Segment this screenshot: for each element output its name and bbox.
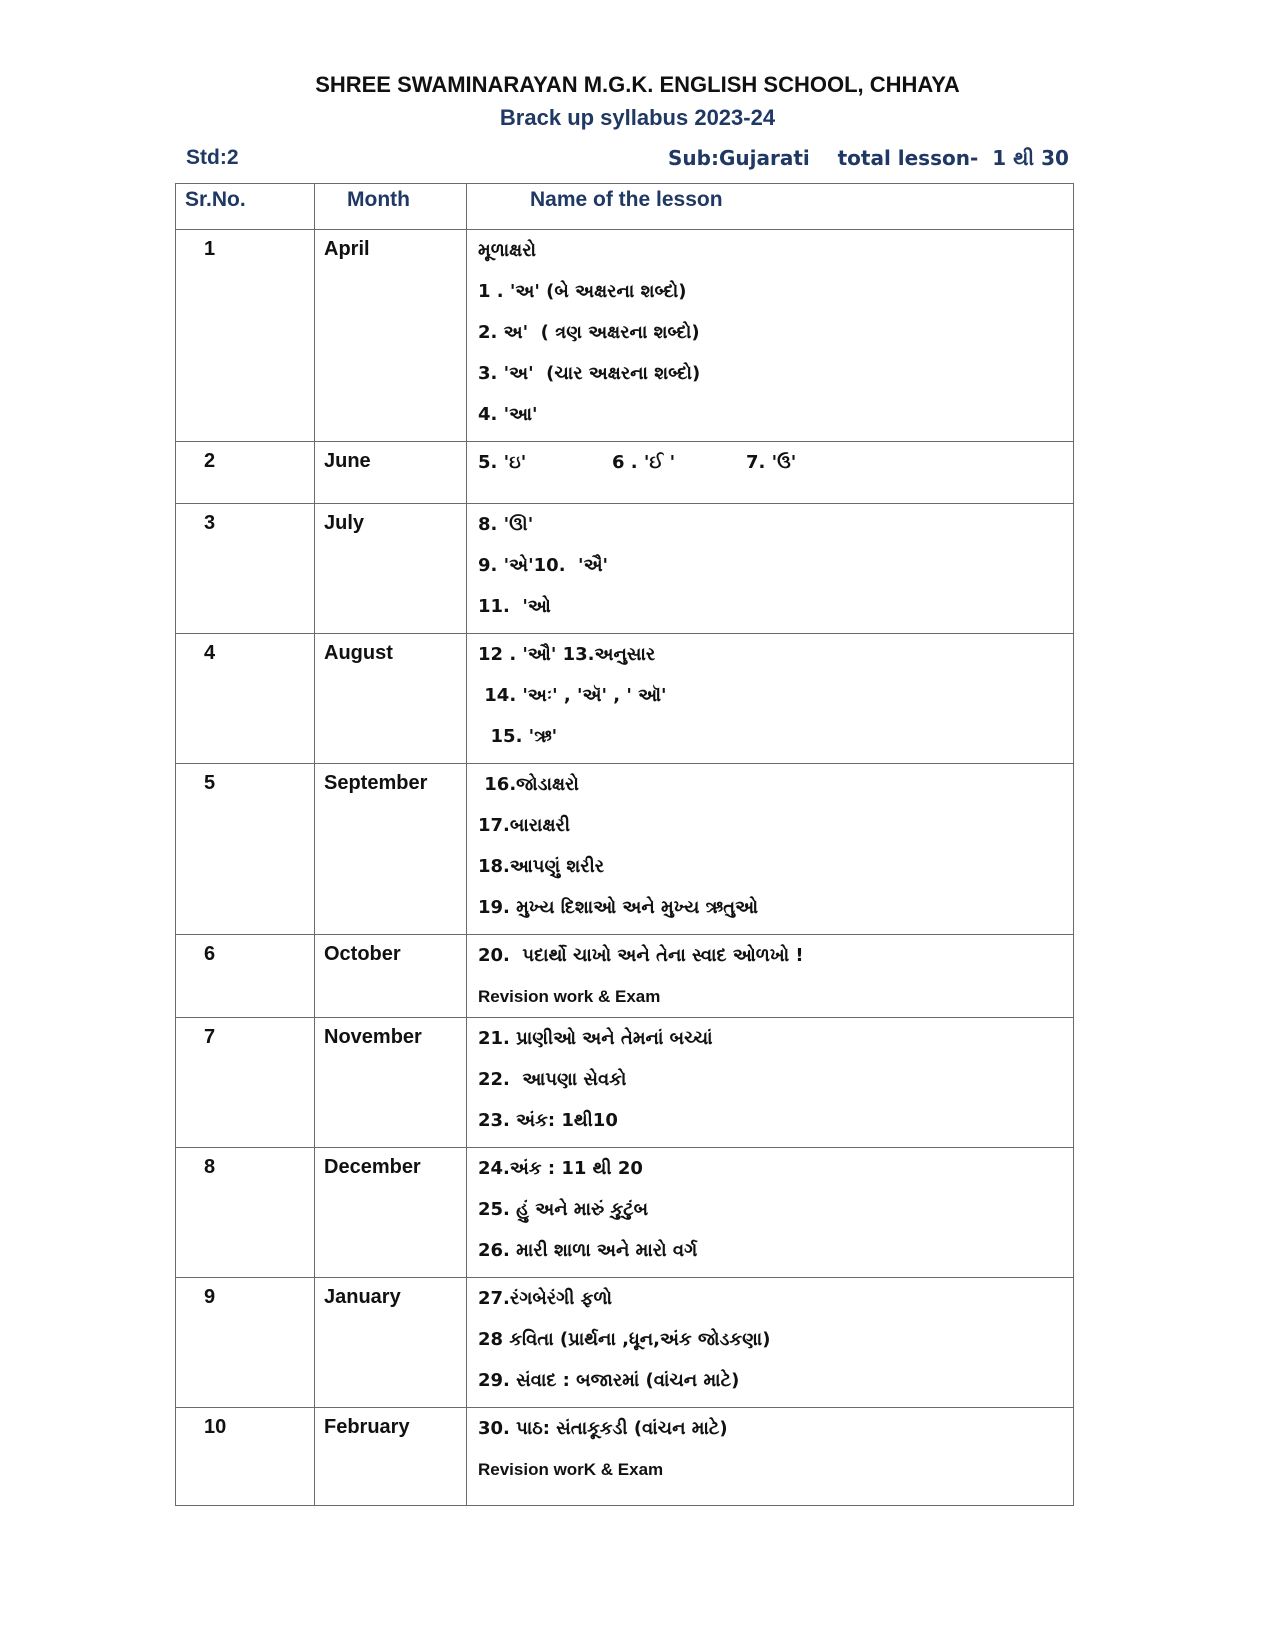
sr-no-cell: 2 bbox=[176, 442, 315, 504]
lesson-item: 22. આપણા સેવકો bbox=[478, 1069, 627, 1090]
lesson-item: 1 . 'અ' (બે અક્ષરના શબ્દો) bbox=[478, 281, 687, 302]
lesson-item: 19. મુખ્ય દિશાઓ અને મુખ્ય ઋતુઓ bbox=[478, 897, 758, 918]
lesson-item: મૂળાક્ષરો bbox=[478, 240, 537, 261]
revision-note: Revision worK & Exam bbox=[478, 1460, 664, 1479]
lesson-item: 30. પાઠ: સંતાકૂકડી (વાંચન માટે) bbox=[478, 1418, 728, 1439]
month-cell: June bbox=[315, 442, 467, 504]
lesson-item: 3. 'અ' (ચાર અક્ષરના શબ્દો) bbox=[478, 363, 701, 384]
table-row bbox=[176, 935, 1074, 1018]
lesson-item: 8. 'ઊ' bbox=[478, 514, 534, 535]
lesson-item: 11. 'ઓ bbox=[478, 596, 551, 617]
table-row bbox=[176, 504, 1074, 634]
sr-no-cell: 10 bbox=[176, 1408, 315, 1506]
lessons-cell bbox=[467, 1278, 1074, 1408]
lesson-item: 5. 'ઇ' bbox=[478, 452, 527, 473]
lesson-item: 21. પ્રાણીઓ અને તેમનાં બચ્ચાં bbox=[478, 1028, 713, 1049]
lesson-item: 9. 'એ'10. 'ઐ' bbox=[478, 555, 609, 576]
lessons-cell bbox=[467, 442, 1074, 504]
sr-no-cell: 4 bbox=[176, 634, 315, 764]
sr-no-cell: 3 bbox=[176, 504, 315, 634]
lesson-item: 6 . 'ઈ ' bbox=[612, 452, 676, 473]
table-row bbox=[176, 1148, 1074, 1278]
document-subtitle: Brack up syllabus 2023-24 bbox=[499, 105, 776, 130]
lesson-item: 2. અ' ( ત્રણ અક્ષરના શબ્દો) bbox=[478, 322, 700, 343]
month-cell: October bbox=[315, 935, 467, 1018]
month-cell: January bbox=[315, 1278, 467, 1408]
month-cell: September bbox=[315, 764, 467, 935]
lessons-cell bbox=[467, 764, 1074, 935]
table-row bbox=[176, 442, 1074, 504]
month-cell: February bbox=[315, 1408, 467, 1506]
lesson-item: 18.આપણું શરીર bbox=[478, 856, 605, 877]
lesson-item: 14. 'અઃ' , 'ઍ' , ' ઑ' bbox=[478, 685, 667, 706]
lesson-item: 28 કવિતા (પ્રાર્થના ,ધૂન,અંક જોડકણા) bbox=[478, 1329, 771, 1350]
month-cell: April bbox=[315, 230, 467, 442]
column-header-sr-no: Sr.No. bbox=[176, 184, 315, 230]
sr-no-cell: 6 bbox=[176, 935, 315, 1018]
standard-label: Std:2 bbox=[186, 146, 239, 169]
school-name: SHREE SWAMINARAYAN M.G.K. ENGLISH SCHOOL, CHHAYA bbox=[315, 72, 960, 97]
lesson-item: 4. 'આ' bbox=[478, 404, 538, 425]
lesson-item: 24.અંક : 11 થી 20 bbox=[478, 1158, 643, 1179]
month-cell: December bbox=[315, 1148, 467, 1278]
lesson-item: 17.બારાક્ષરી bbox=[478, 815, 570, 836]
lesson-item: 15. 'ઋ' bbox=[478, 726, 558, 747]
lesson-item: 29. સંવાદ : બજારમાં (વાંચન માટે) bbox=[478, 1370, 740, 1391]
lesson-item: 25. હું અને મારું કુટુંબ bbox=[478, 1199, 649, 1220]
lessons-cell bbox=[467, 504, 1074, 634]
table-row bbox=[176, 230, 1074, 442]
sr-no-cell: 5 bbox=[176, 764, 315, 935]
syllabus-table bbox=[175, 183, 1074, 1506]
month-cell: November bbox=[315, 1018, 467, 1148]
table-row bbox=[176, 1018, 1074, 1148]
month-cell: July bbox=[315, 504, 467, 634]
lessons-cell bbox=[467, 230, 1074, 442]
sr-no-cell: 9 bbox=[176, 1278, 315, 1408]
lesson-item: 16.જોડાક્ષરો bbox=[478, 774, 579, 795]
lessons-cell bbox=[467, 1148, 1074, 1278]
sr-no-cell: 8 bbox=[176, 1148, 315, 1278]
lessons-cell bbox=[467, 935, 1074, 1018]
table-row bbox=[176, 634, 1074, 764]
lesson-item: 7. 'ઉ' bbox=[746, 452, 797, 473]
lesson-item: 23. અંક: 1થી10 bbox=[478, 1110, 618, 1131]
table-row bbox=[176, 1278, 1074, 1408]
column-header-lesson: Name of the lesson bbox=[467, 184, 1074, 230]
subject-label: Sub:Gujarati total lesson- 1 થી 30 bbox=[668, 146, 1069, 170]
lesson-inline-group bbox=[478, 448, 1073, 489]
lesson-item: 12 . 'ઔ' 13.અનુસાર bbox=[478, 644, 656, 665]
lessons-cell bbox=[467, 634, 1074, 764]
column-header-month: Month bbox=[315, 184, 467, 230]
lesson-item: 27.રંગબેરંગી ફળો bbox=[478, 1288, 613, 1309]
lesson-item: 20. પદાર્થો ચાખો અને તેના સ્વાદ ઓળખો ! bbox=[478, 945, 804, 966]
lessons-cell bbox=[467, 1408, 1074, 1506]
sr-no-cell: 7 bbox=[176, 1018, 315, 1148]
lesson-item: 26. મારી શાળા અને મારો વર્ગ bbox=[478, 1240, 698, 1261]
month-cell: August bbox=[315, 634, 467, 764]
table-row bbox=[176, 1408, 1074, 1506]
lessons-cell bbox=[467, 1018, 1074, 1148]
table-row bbox=[176, 764, 1074, 935]
revision-note: Revision work & Exam bbox=[478, 987, 661, 1006]
sr-no-cell: 1 bbox=[176, 230, 315, 442]
table-header-row bbox=[176, 184, 1074, 230]
